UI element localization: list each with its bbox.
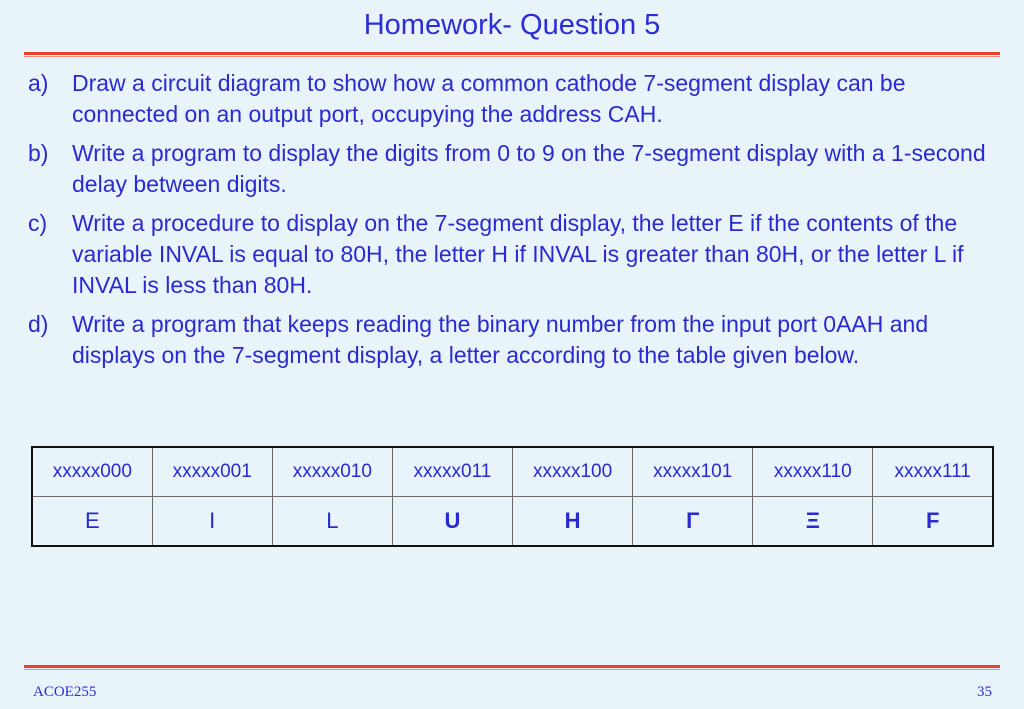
table-cell: L (272, 497, 392, 547)
question-letter: b) (28, 140, 49, 166)
question-list (28, 68, 994, 379)
page-number: 35 (977, 684, 992, 700)
table-header-cell: xxxxx111 (873, 447, 993, 497)
table-header-cell: xxxxx001 (152, 447, 272, 497)
code-letter-table (31, 446, 994, 547)
question-text: Write a program that keeps reading the binary number from the input port 0AAH and displays on the 7-segment display, a letter according to the table given below. (72, 311, 929, 368)
table-header-row (32, 447, 993, 497)
question-b (28, 138, 994, 200)
table-cell: Γ (633, 497, 753, 547)
table-cell: Ξ (753, 497, 873, 547)
table-header-cell: xxxxx100 (513, 447, 633, 497)
question-text: Write a procedure to display on the 7-segment display, the letter E if the contents of the variable INVAL is equal to 80H, the letter H if INVAL is greater than 80H, or the letter L if INVAL is less than 80H. (72, 210, 964, 298)
question-a (28, 68, 994, 130)
table-header-cell: xxxxx101 (633, 447, 753, 497)
course-code: ACOE255 (33, 684, 97, 700)
bottom-divider (24, 665, 1000, 670)
table-header-cell: xxxxx110 (753, 447, 873, 497)
question-d (28, 309, 994, 371)
table-header-cell: xxxxx010 (272, 447, 392, 497)
table-cell: E (32, 497, 152, 547)
question-letter: c) (28, 210, 48, 236)
table-header-cell: xxxxx011 (392, 447, 512, 497)
question-c (28, 208, 994, 301)
question-text: Write a program to display the digits from 0 to 9 on the 7-segment display with a 1-second delay between digits. (72, 140, 986, 197)
top-divider (24, 52, 1000, 57)
question-letter: a) (28, 70, 49, 96)
question-text: Draw a circuit diagram to show how a common cathode 7-segment display can be connected on an output port, occupying the address CAH. (72, 70, 906, 127)
table-cell: I (152, 497, 272, 547)
question-letter: d) (28, 311, 49, 337)
table-row (32, 497, 993, 547)
table-cell: F (873, 497, 993, 547)
table-header-cell: xxxxx000 (32, 447, 152, 497)
table-cell: H (513, 497, 633, 547)
slide-title: Homework- Question 5 (363, 9, 661, 41)
table-cell: U (392, 497, 512, 547)
